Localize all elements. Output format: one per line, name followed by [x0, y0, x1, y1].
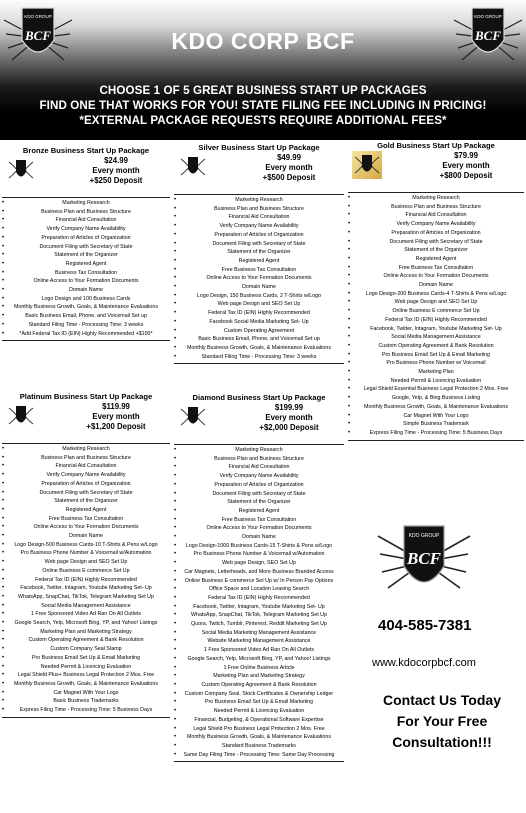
list-item: • Monthly Business Growth, Goals, & Maintenance Evaluations [174, 733, 344, 742]
list-item: • Document Filing with Secretary of State [2, 489, 170, 498]
package-price: $199.99 [274, 403, 304, 412]
list-item: • Statement of the Organizer [2, 251, 170, 260]
list-item: • Business Plan and Business Structure [174, 205, 344, 214]
list-item: • Pro Business Phone Number & Voicemail w/Automation [2, 549, 170, 558]
package-period: Every month [265, 413, 313, 422]
list-item: • Standard Filing Time - Processing Time: 3 weeks [2, 321, 170, 330]
list-item: • Online Business E commerce Set Up [2, 567, 170, 576]
list-item: • Google Search, Yelp, Microsoft Bing, YP, and Yahoo! Listings [2, 619, 170, 628]
svg-text:KDO GROUP: KDO GROUP [474, 14, 502, 19]
list-item: • Financial, Budgeting, & Operational Software Expertise [174, 716, 344, 725]
headline-3: *EXTERNAL PACKAGE REQUESTS REQUIRE ADDITIONAL FEES* [79, 114, 447, 127]
list-item: • Statement of the Organizer [174, 498, 344, 507]
list-item: • Legal Shield Pro Business Legal Protection 2 Mos. Free [174, 725, 344, 734]
website-link[interactable]: www.kdocorpbcf.com [372, 657, 476, 669]
list-item: • Preparation of Articles of Organization [348, 229, 524, 238]
list-item: • Custom Company Seal, Stock Certificates & Ownership Ledger [174, 690, 344, 699]
list-item: • Document Filing with Secretary of State [348, 238, 524, 247]
list-item: • Business Plan and Business Structure [174, 455, 344, 464]
list-item: • Online Access to Your Formation Documents [174, 524, 344, 533]
svg-text:KDO GROUP: KDO GROUP [24, 14, 52, 19]
package-deposit: +$1,200 Deposit [86, 422, 146, 431]
list-item: • Custom Operating Agreement & Bank Resolution [2, 636, 170, 645]
list-item: • Free Business Tax Consultation [348, 264, 524, 273]
list-item: • Needed Permit & Licencing Evaluation [348, 377, 524, 386]
package-deposit: +$250 Deposit [89, 176, 143, 185]
list-item: • Web page Design, SEO Set Up [174, 559, 344, 568]
list-item: • Pro Business Email Set Up & Email Marketing [348, 351, 524, 360]
hero-banner [0, 0, 526, 140]
svg-text:KDO GROUP: KDO GROUP [408, 533, 440, 539]
list-item: • Car Magnet With Your Logo [348, 412, 524, 421]
list-item: • Business Tax Consultation [2, 269, 170, 278]
headline-2: FIND ONE THAT WORKS FOR YOU! STATE FILING FEE INCLUDING IN PRICING! [39, 99, 487, 112]
list-item: • Standard Filing Time - Processing Time: 3 weeks [174, 353, 344, 362]
list-item: • Needed Permit & Licencing Evaluation [174, 707, 344, 716]
list-item: • Google Search, Yelp, Microsoft Bing, YP, and Yahoo! Listings [174, 655, 344, 664]
package-feature-list [348, 194, 524, 438]
list-item: • Registered Agent [348, 255, 524, 264]
list-item: • Federal Tax ID (EIN) Highly Recommended [174, 309, 344, 318]
svg-text:BCF: BCF [406, 549, 442, 568]
list-item: • Online Access to Your Formation Documents [2, 277, 170, 286]
list-item: • Pro Business Phone Number w/ Voicemail [348, 359, 524, 368]
list-item: • Business Plan and Business Structure [348, 203, 524, 212]
list-item: • Social Media Management Assistance [2, 602, 170, 611]
list-item: • Federal Tax ID (EIN) Highly Recommended [174, 594, 344, 603]
list-item: • Verify Company Name Availability [348, 220, 524, 229]
package-period: Every month [92, 166, 140, 175]
list-item: • Financial Aid Consultation [2, 462, 170, 471]
list-item: • Quora, Twitch, Tumblr, Pinterest, Reddit Marketing Set Up [174, 620, 344, 629]
list-item: • Express Filing Time - Processing Time: 5 Business Days [348, 429, 524, 438]
crest-logo-contact [376, 520, 472, 604]
list-item: • Monthly Business Growth, Goals, & Maintenance Evaluations [348, 403, 524, 412]
list-item: • Preparation of Articles of Organization [174, 481, 344, 490]
package-price: $24.99 [104, 156, 128, 165]
list-item: • Basic Business Email, Phone, and Voicemail Set up [2, 312, 170, 321]
list-item: • WhatsApp, SnapChat, TikTok, Telegram Marketing Set Up [2, 593, 170, 602]
package-feature-list [2, 445, 170, 715]
list-item: • Basic Business Email, Phone, and Voicemail Set up [174, 335, 344, 344]
package-period: Every month [265, 163, 313, 172]
list-item: • 1 Free Sponsored Video Ad Ran On All Outlets [174, 646, 344, 655]
list-item: • Domain Name [2, 532, 170, 541]
list-item: • Office Space and Location Leasing Search [174, 585, 344, 594]
package-name: Platinum Business Start Up Package [19, 392, 153, 401]
list-item: • Marketing Research [2, 199, 170, 208]
list-item: • Statement of the Organizer [348, 246, 524, 255]
package-logo-icon [178, 153, 208, 181]
list-item: • Legal Shield Essential Business Legal Protection 2 Mos. Free [348, 385, 524, 394]
headline-1: CHOOSE 1 OF 5 GREAT BUSINESS START UP PACKAGES [99, 84, 427, 97]
cta-line-3: Consultation!!! [392, 734, 492, 750]
list-item: • Logo Design-500 Business Cards-10 T-Shirts & Pens w/Logo [2, 541, 170, 550]
cta-line-2: For Your Free [396, 713, 488, 729]
list-item: • Pro Business Phone Number & Voicemail w/Automation [174, 550, 344, 559]
list-item: • Verify Company Name Availability [174, 472, 344, 481]
package-diamond [174, 393, 344, 762]
package-name: Silver Business Start Up Package [198, 143, 320, 152]
list-item: • Preparation of Articles of Organization [2, 234, 170, 243]
list-item: • Simple Business Trademark [348, 420, 524, 429]
list-item: • WhatsApp, SnapChat, TikTok, Telegram Marketing Set Up [174, 611, 344, 620]
package-name: Diamond Business Start Up Package [192, 393, 326, 402]
list-item: • Marketing Plan and Marketing Strategy [174, 672, 344, 681]
list-item: • Domain Name [348, 281, 524, 290]
list-item: • Marketing Research [348, 194, 524, 203]
cta-text [362, 690, 522, 753]
package-deposit: +$2,000 Deposit [259, 423, 319, 432]
list-item: • Custom Operating Agreement [174, 327, 344, 336]
list-item: • Logo Design and 100 Business Cards [2, 295, 170, 304]
list-item: • Monthly Business Growth, Goals, & Maintenance Evaluations [174, 344, 344, 353]
list-item: • Logo Design-1000 Business Cards-15 T-Shirts & Pens w/Logo [174, 542, 344, 551]
list-item: • Registered Agent [174, 507, 344, 516]
list-item: • Domain Name [2, 286, 170, 295]
list-item: • Needed Permit & Licencing Evaluation [2, 663, 170, 672]
list-item: • Registered Agent [2, 260, 170, 269]
list-item: • Marketing Research [174, 196, 344, 205]
package-price: $119.99 [102, 402, 130, 411]
list-item: • Web page Design and SEO Set Up [2, 558, 170, 567]
list-item: • Online Business E commerce Set Up [348, 307, 524, 316]
package-bronze [2, 146, 170, 341]
list-item: • Domain Name [174, 533, 344, 542]
svg-text:BCF: BCF [24, 28, 52, 43]
list-item: • Online Business E commerce Set Up w/ In Person Pay Options [174, 577, 344, 586]
package-period: Every month [92, 412, 140, 421]
package-feature-list [174, 196, 344, 361]
list-item: • Pro Business Email Set Up & Email Marketing [2, 654, 170, 663]
package-feature-list [2, 199, 170, 338]
list-item: • Federal Tax ID (EIN) Highly Recommended [2, 576, 170, 585]
list-item: • Financial Aid Consultation [174, 463, 344, 472]
list-item: • *Add Federal Tax ID (EIN) Highly Recommended +$100* [2, 330, 170, 339]
package-gold [348, 141, 524, 441]
cta-line-1: Contact Us Today [383, 692, 501, 708]
list-item: • Online Access to Your Formation Documents [2, 523, 170, 532]
list-item: • Custom Company Seal Stamp [2, 645, 170, 654]
list-item: • Preparation of Articles of Organization [2, 480, 170, 489]
list-item: • Document Filing with Secretary of State [174, 490, 344, 499]
package-deposit: +$500 Deposit [262, 173, 316, 182]
list-item: • Website Marketing Management Assistance [174, 637, 344, 646]
list-item: • Financial Aid Consultation [2, 216, 170, 225]
list-item: • Free Business Tax Consultation [2, 515, 170, 524]
package-logo-icon [352, 151, 382, 179]
list-item: • 1 Free Online Business Article [174, 664, 344, 673]
list-item: • Business Plan and Business Structure [2, 208, 170, 217]
list-item: • Domain Name [174, 283, 344, 292]
package-period: Every month [442, 161, 490, 170]
list-item: • Same Day Filing Time - Processing Time: Same Day Processing [174, 751, 344, 760]
list-item: • Logo Design, 150 Business Cards, 2 T-Shirts w/Logo [174, 292, 344, 301]
list-item: • Marketing Research [2, 445, 170, 454]
list-item: • Registered Agent [174, 257, 344, 266]
list-item: • Express Filing Time - Processing Time: 5 Business Days [2, 706, 170, 715]
list-item: • Web page Design and SEO Set Up [348, 298, 524, 307]
list-item: • Car Magnets, Letterheads, and More Business Branded Access [174, 568, 344, 577]
list-item: • Facebook, Twitter, Intagram, Youtube Marketing Set- Up [2, 584, 170, 593]
package-price: $49.99 [277, 153, 301, 162]
page-title: KDO CORP BCF [171, 28, 355, 54]
list-item: • Car Magnet With Your Logo [2, 689, 170, 698]
list-item: • Online Access to Your Formation Documents [174, 274, 344, 283]
package-feature-list [174, 446, 344, 759]
list-item: • Online Access to Your Formation Documents [348, 272, 524, 281]
list-item: • Registered Agent [2, 506, 170, 515]
list-item: • Free Business Tax Consultation [174, 516, 344, 525]
list-item: • Verify Company Name Availability [2, 225, 170, 234]
phone-number[interactable]: 404-585-7381 [378, 617, 472, 634]
list-item: • Logo Design-200 Business Cards-4 T-Shirts & Pens w/Logo [348, 290, 524, 299]
package-logo-icon [178, 403, 208, 431]
list-item: • Marketing Plan and Marketing Strategy [2, 628, 170, 637]
list-item: • Custom Operating Agreement & Bank Resolution [174, 681, 344, 690]
list-item: • Monthly Business Growth, Goals, & Maintenance Evaluations [2, 303, 170, 312]
list-item: • Facebook Social Media Marketing Set- Up [174, 318, 344, 327]
package-price: $79.99 [454, 151, 478, 160]
list-item: • Standard Business Trademarks [174, 742, 344, 751]
package-deposit: +$800 Deposit [439, 171, 493, 180]
list-item: • Legal Shield Plus+ Business Legal Protection 2 Mos. Free [2, 671, 170, 680]
package-platinum [2, 392, 170, 718]
list-item: • Marketing Plan [348, 368, 524, 377]
package-logo-icon [6, 402, 36, 430]
package-silver [174, 143, 344, 364]
list-item: • Facebook, Twitter, Intagram, Youtube Marketing Set- Up [348, 325, 524, 334]
list-item: • Custom Operating Agreement & Bank Resolution [348, 342, 524, 351]
list-item: • 1 Free Sponsored Video Ad Ran On All Outlets [2, 610, 170, 619]
package-name: Bronze Business Start Up Package [22, 146, 150, 155]
list-item: • Web page Design and SEO Set Up [174, 300, 344, 309]
package-name: Gold Business Start Up Package [377, 141, 495, 150]
list-item: • Facebook, Twitter, Intagram, Youtube Marketing Set- Up [174, 603, 344, 612]
list-item: • Statement of the Organizer [174, 248, 344, 257]
package-logo-icon [6, 156, 36, 184]
list-item: • Financial Aid Consultation [348, 211, 524, 220]
list-item: • Business Plan and Business Structure [2, 454, 170, 463]
list-item: • Social Media Management Assistance [348, 333, 524, 342]
list-item: • Basic Business Trademarks [2, 697, 170, 706]
svg-text:BCF: BCF [474, 28, 502, 43]
list-item: • Federal Tax ID (EIN) Highly Recommended [348, 316, 524, 325]
list-item: • Document Filing with Secretary of State [174, 240, 344, 249]
list-item: • Marketing Research [174, 446, 344, 455]
list-item: • Financial Aid Consultation [174, 213, 344, 222]
list-item: • Verify Company Name Availability [2, 471, 170, 480]
list-item: • Document Filing with Secretary of State [2, 243, 170, 252]
list-item: • Statement of the Organizer [2, 497, 170, 506]
list-item: • Preparation of Articles of Organization [174, 231, 344, 240]
list-item: • Pro Business Email Set Up & Email Marketing [174, 698, 344, 707]
list-item: • Google, Yelp, & Bing Business Listing [348, 394, 524, 403]
list-item: • Verify Company Name Availability [174, 222, 344, 231]
list-item: • Monthly Business Growth, Goals, & Maintenance Evaluations [2, 680, 170, 689]
list-item: • Social Media Marketing Management Assistance [174, 629, 344, 638]
list-item: • Free Business Tax Consultation [174, 266, 344, 275]
